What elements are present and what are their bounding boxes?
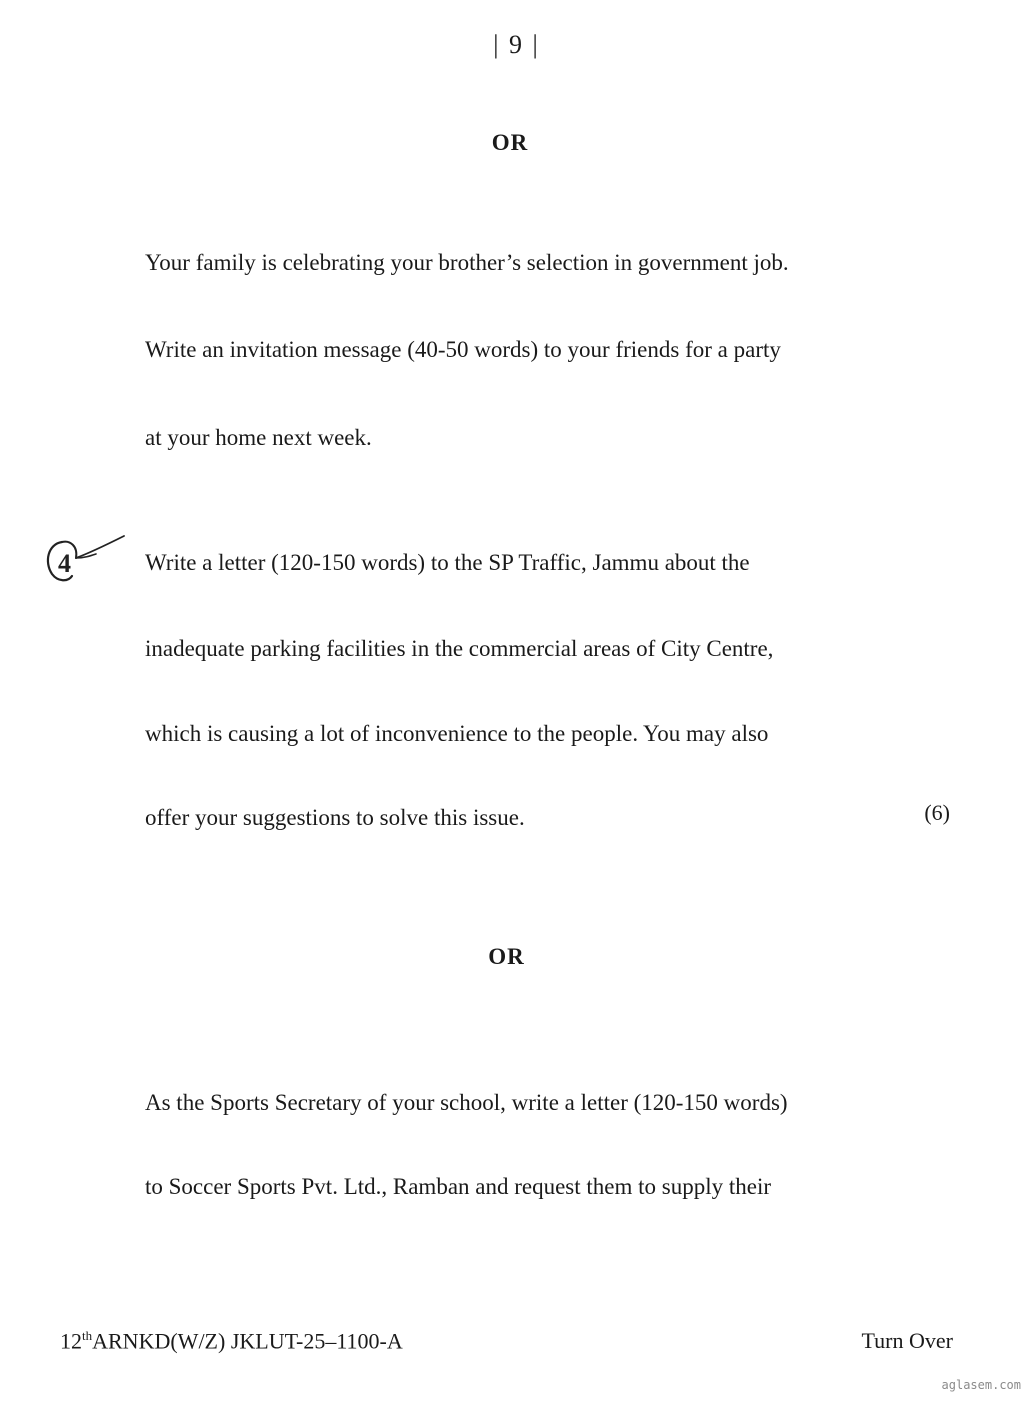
alt-letter-question-line-2: to Soccer Sports Pvt. Ltd., Ramban and request them to supply their — [145, 1174, 772, 1199]
invitation-question-line-2: Write an invitation message (40-50 words) to your friends for a party — [145, 337, 781, 362]
invitation-question-line-3: at your home next week. — [145, 425, 372, 450]
letter-question-line-2: inadequate parking facilities in the commercial areas of City Centre, — [145, 636, 774, 661]
paper-code-superscript: th — [82, 1328, 93, 1343]
or-heading-1: OR — [491, 130, 529, 155]
invitation-question-line-1: Your family is celebrating your brother’s selection in government job. — [145, 250, 789, 275]
alt-letter-question-line-1: As the Sports Secretary of your school, write a letter (120-150 words) — [145, 1090, 788, 1115]
turn-over-label: Turn Over — [861, 1328, 953, 1353]
letter-question-line-3: which is causing a lot of inconvenience to the people. You may also — [145, 721, 769, 746]
page-number: | 9 | — [493, 30, 540, 59]
letter-question-line-1: Write a letter (120-150 words) to the SP Traffic, Jammu about the — [145, 550, 750, 575]
question-number-annotation: 4 — [58, 549, 71, 578]
handwritten-question-mark-icon — [40, 528, 130, 590]
watermark: aglasem.com — [941, 1378, 1021, 1392]
letter-question-line-4: offer your suggestions to solve this issue. — [145, 805, 525, 830]
or-heading-2: OR — [488, 944, 525, 969]
paper-code-prefix: 12 — [60, 1328, 82, 1354]
paper-code-rest: ARNKD(W/Z) JKLUT-25–1100-A — [92, 1328, 403, 1354]
question-marks: (6) — [924, 800, 950, 825]
paper-code — [60, 1328, 403, 1354]
